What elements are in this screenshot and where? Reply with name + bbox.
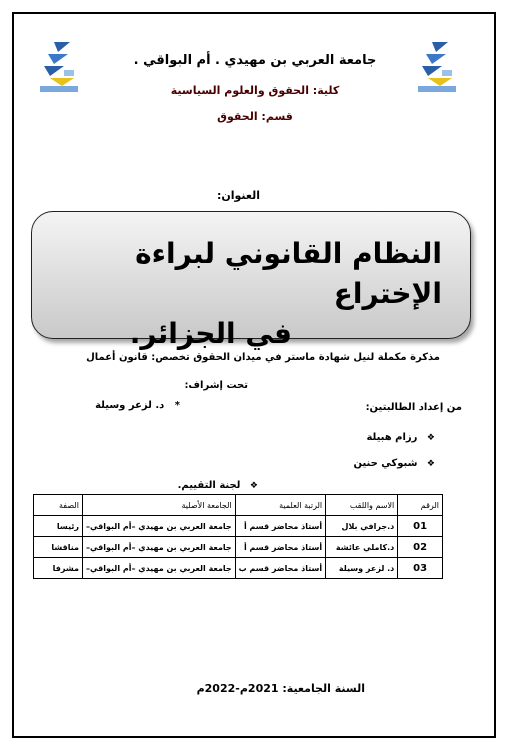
column-header: الرتبة العلمية bbox=[235, 495, 325, 516]
column-header: الجامعة الأصلية bbox=[82, 495, 235, 516]
table-cell: مشرفا bbox=[34, 558, 83, 579]
student-item bbox=[366, 432, 435, 443]
column-header: الاسم واللقب bbox=[326, 495, 398, 516]
table-cell: د. لزعر وسيلة bbox=[326, 558, 398, 579]
thesis-title-line2: في الجزائر. bbox=[129, 317, 292, 350]
student-name: شبوكي حنين bbox=[353, 458, 418, 469]
column-header: الرقم bbox=[398, 495, 443, 516]
table-row bbox=[34, 516, 443, 537]
committee-label-text: لجنة التقييم. bbox=[177, 480, 241, 491]
supervisor-name bbox=[95, 400, 180, 411]
table-row bbox=[34, 558, 443, 579]
faculty-name: كلية: الحقوق والعلوم السياسية bbox=[170, 84, 340, 97]
table-cell: د.جرافي بلال bbox=[326, 516, 398, 537]
thesis-title-box bbox=[31, 211, 471, 350]
diamond-bullet-icon: ❖ bbox=[426, 433, 435, 443]
title-label: العنوان: bbox=[216, 189, 260, 202]
table-cell: 03 bbox=[398, 558, 443, 579]
student-name: رزام هبيلة bbox=[366, 432, 418, 443]
table-header-row bbox=[34, 495, 443, 516]
table-cell: أستاذ محاضر قسم أ bbox=[235, 537, 325, 558]
supervisor-name-text: د. لزعر وسيلة bbox=[95, 400, 165, 411]
prepared-by-label: من إعداد الطالبتين: bbox=[365, 402, 462, 413]
table-cell: جامعة العربي بن مهيدي –أم البواقي– bbox=[82, 537, 235, 558]
table-cell: رئيسا bbox=[34, 516, 83, 537]
supervisor-bullet: * bbox=[174, 400, 180, 411]
table-cell: جامعة العربي بن مهيدي –أم البواقي– bbox=[82, 516, 235, 537]
department-name: قسم: الحقوق bbox=[217, 110, 293, 123]
supervision-label: تحت إشراف: bbox=[184, 380, 248, 391]
memo-description: مذكرة مكملة لنيل شهادة ماستر في ميدان الحقوق تخصص: قانون أعمال bbox=[86, 352, 440, 363]
column-header: الصفة bbox=[34, 495, 83, 516]
table-cell: 01 bbox=[398, 516, 443, 537]
table-cell: أستاذ محاضر قسم أ bbox=[235, 516, 325, 537]
committee-label bbox=[178, 480, 258, 491]
table-cell: مناقشا bbox=[34, 537, 83, 558]
academic-year: السنة الجامعية: 2021م-2022م bbox=[196, 682, 365, 695]
diamond-bullet-icon: ❖ bbox=[249, 481, 258, 491]
table-cell: د.كاملي عائشة bbox=[326, 537, 398, 558]
table-row bbox=[34, 537, 443, 558]
university-name: جامعة العربي بن مهيدي . أم البواقي . bbox=[133, 53, 377, 68]
table-cell: جامعة العربي بن مهيدي –أم البواقي– bbox=[82, 558, 235, 579]
thesis-title-line1: النظام القانوني لبراءة الإختراع bbox=[135, 237, 442, 310]
table-cell: 02 bbox=[398, 537, 443, 558]
student-item bbox=[353, 458, 435, 469]
committee-table bbox=[33, 494, 443, 579]
table-cell: أستاذ محاضر قسم ب bbox=[235, 558, 325, 579]
diamond-bullet-icon: ❖ bbox=[426, 459, 435, 469]
